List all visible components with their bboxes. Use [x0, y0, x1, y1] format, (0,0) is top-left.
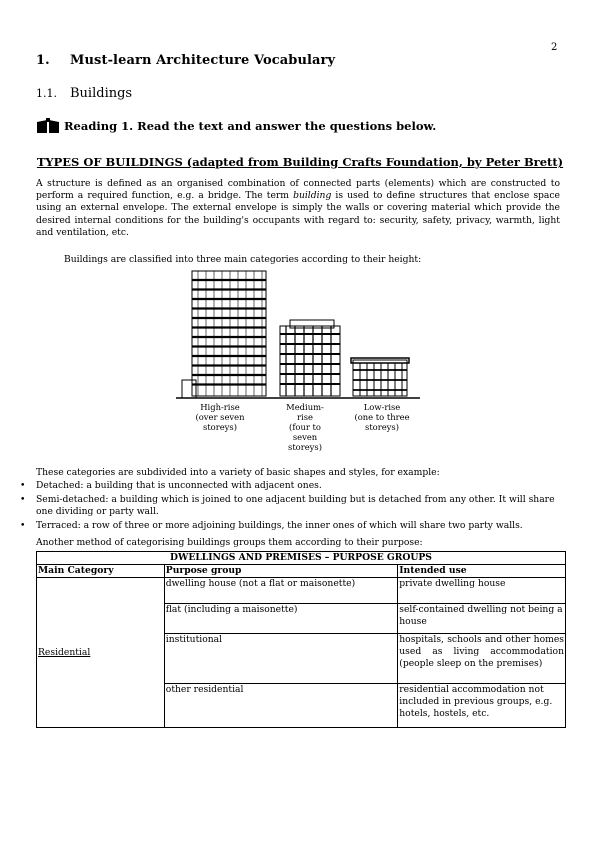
high-rise-building [182, 271, 266, 398]
bullet-icon: • [20, 520, 26, 531]
use-cell: residential accommodation not included in previous groups, e.g. hotels, hostels, etc. [398, 684, 566, 728]
caption-line: storeys) [203, 422, 237, 432]
caption-line: Low-rise [363, 402, 401, 412]
purpose-cell: institutional [164, 634, 397, 684]
list-item [20, 494, 560, 518]
medium-rise-caption [276, 402, 334, 452]
purpose-cell: dwelling house (not a flat or maisonette) [164, 578, 397, 604]
caption-line: High-rise [200, 402, 240, 412]
building-style-list [20, 480, 560, 534]
header-purpose-group: Purpose group [164, 565, 397, 578]
paragraph-text-2: is used to define structures that enclose space using an external envelope. The external envelope is simply the walls or covering material which provide the desired internal conditions for the building's occupants with regard to: security, safety, privacy, warmth, light and ventilation, etc. [36, 190, 560, 238]
use-cell: self-contained dwelling not being a house [398, 604, 566, 634]
paragraph-text-1: A structure is defined as an organised combination of connected parts (elements) which are constructed to perform a required function, e.g. a bridge. The term [36, 178, 560, 202]
paragraph-italic-term: building [293, 190, 332, 202]
list-item [20, 480, 560, 492]
caption-line: (four to [289, 422, 321, 432]
purpose-cell: other residential [164, 684, 397, 728]
purpose-cell: flat (including a maisonette) [164, 604, 397, 634]
caption-line: Medium- [286, 402, 324, 412]
low-rise-caption [346, 402, 418, 432]
purpose-groups-table [36, 551, 566, 728]
table-row [37, 578, 566, 604]
header-main-category: Main Category [37, 565, 165, 578]
open-book-icon [36, 118, 60, 134]
caption-line: (one to three [354, 412, 410, 422]
caption-line: (over seven [195, 412, 245, 422]
list-item-text: Detached: a building that is unconnected with adjacent ones. [36, 480, 322, 491]
main-category-cell: Residential [37, 578, 165, 728]
intro-paragraph [36, 178, 560, 239]
low-rise-building [351, 358, 409, 396]
purpose-intro: Another method of categorising buildings groups them according to their purpose: [36, 537, 423, 548]
caption-line: storeys) [288, 442, 322, 452]
subsection-title: Buildings [70, 86, 133, 101]
subdivided-intro: These categories are subdivided into a variety of basic shapes and styles, for example: [36, 467, 440, 478]
list-item [20, 520, 560, 532]
article-title: TYPES OF BUILDINGS (adapted from Building Crafts Foundation, by Peter Brett) [36, 155, 564, 169]
list-item-text: Semi-detached: a building which is joined to one adjacent building but is detached from any other. It will share one dividing or party wall. [36, 494, 555, 517]
caption-line: seven [292, 432, 318, 442]
table-title-row [37, 552, 566, 565]
buildings-illustration [172, 268, 432, 403]
classification-intro: Buildings are classified into three main categories according to their height: [64, 254, 422, 265]
use-cell: hospitals, schools and other homes used as living accommodation (people sleep on the premises) [398, 634, 566, 684]
header-intended-use: Intended use [398, 565, 566, 578]
medium-rise-building [280, 320, 340, 396]
reading-instruction [36, 118, 436, 134]
caption-line: storeys) [365, 422, 399, 432]
use-cell: private dwelling house [398, 578, 566, 604]
section-heading [36, 53, 335, 68]
reading-label: Reading 1. Read the text and answer the questions below. [64, 119, 437, 133]
section-number: 1. [36, 53, 50, 68]
subsection-number: 1.1. [36, 87, 57, 100]
section-title: Must-learn Architecture Vocabulary [70, 53, 336, 68]
building-heights-figure [172, 268, 432, 463]
subsection-heading [36, 86, 132, 101]
bullet-icon: • [20, 494, 26, 505]
bullet-icon: • [20, 480, 26, 491]
table-header-row [37, 565, 566, 578]
table-title: DWELLINGS AND PREMISES – PURPOSE GROUPS [37, 552, 566, 565]
list-item-text: Terraced: a row of three or more adjoining buildings, the inner ones of which will share two party walls. [36, 520, 523, 531]
page-number: 2 [551, 42, 558, 53]
high-rise-caption [184, 402, 256, 432]
caption-line: rise [297, 412, 313, 422]
